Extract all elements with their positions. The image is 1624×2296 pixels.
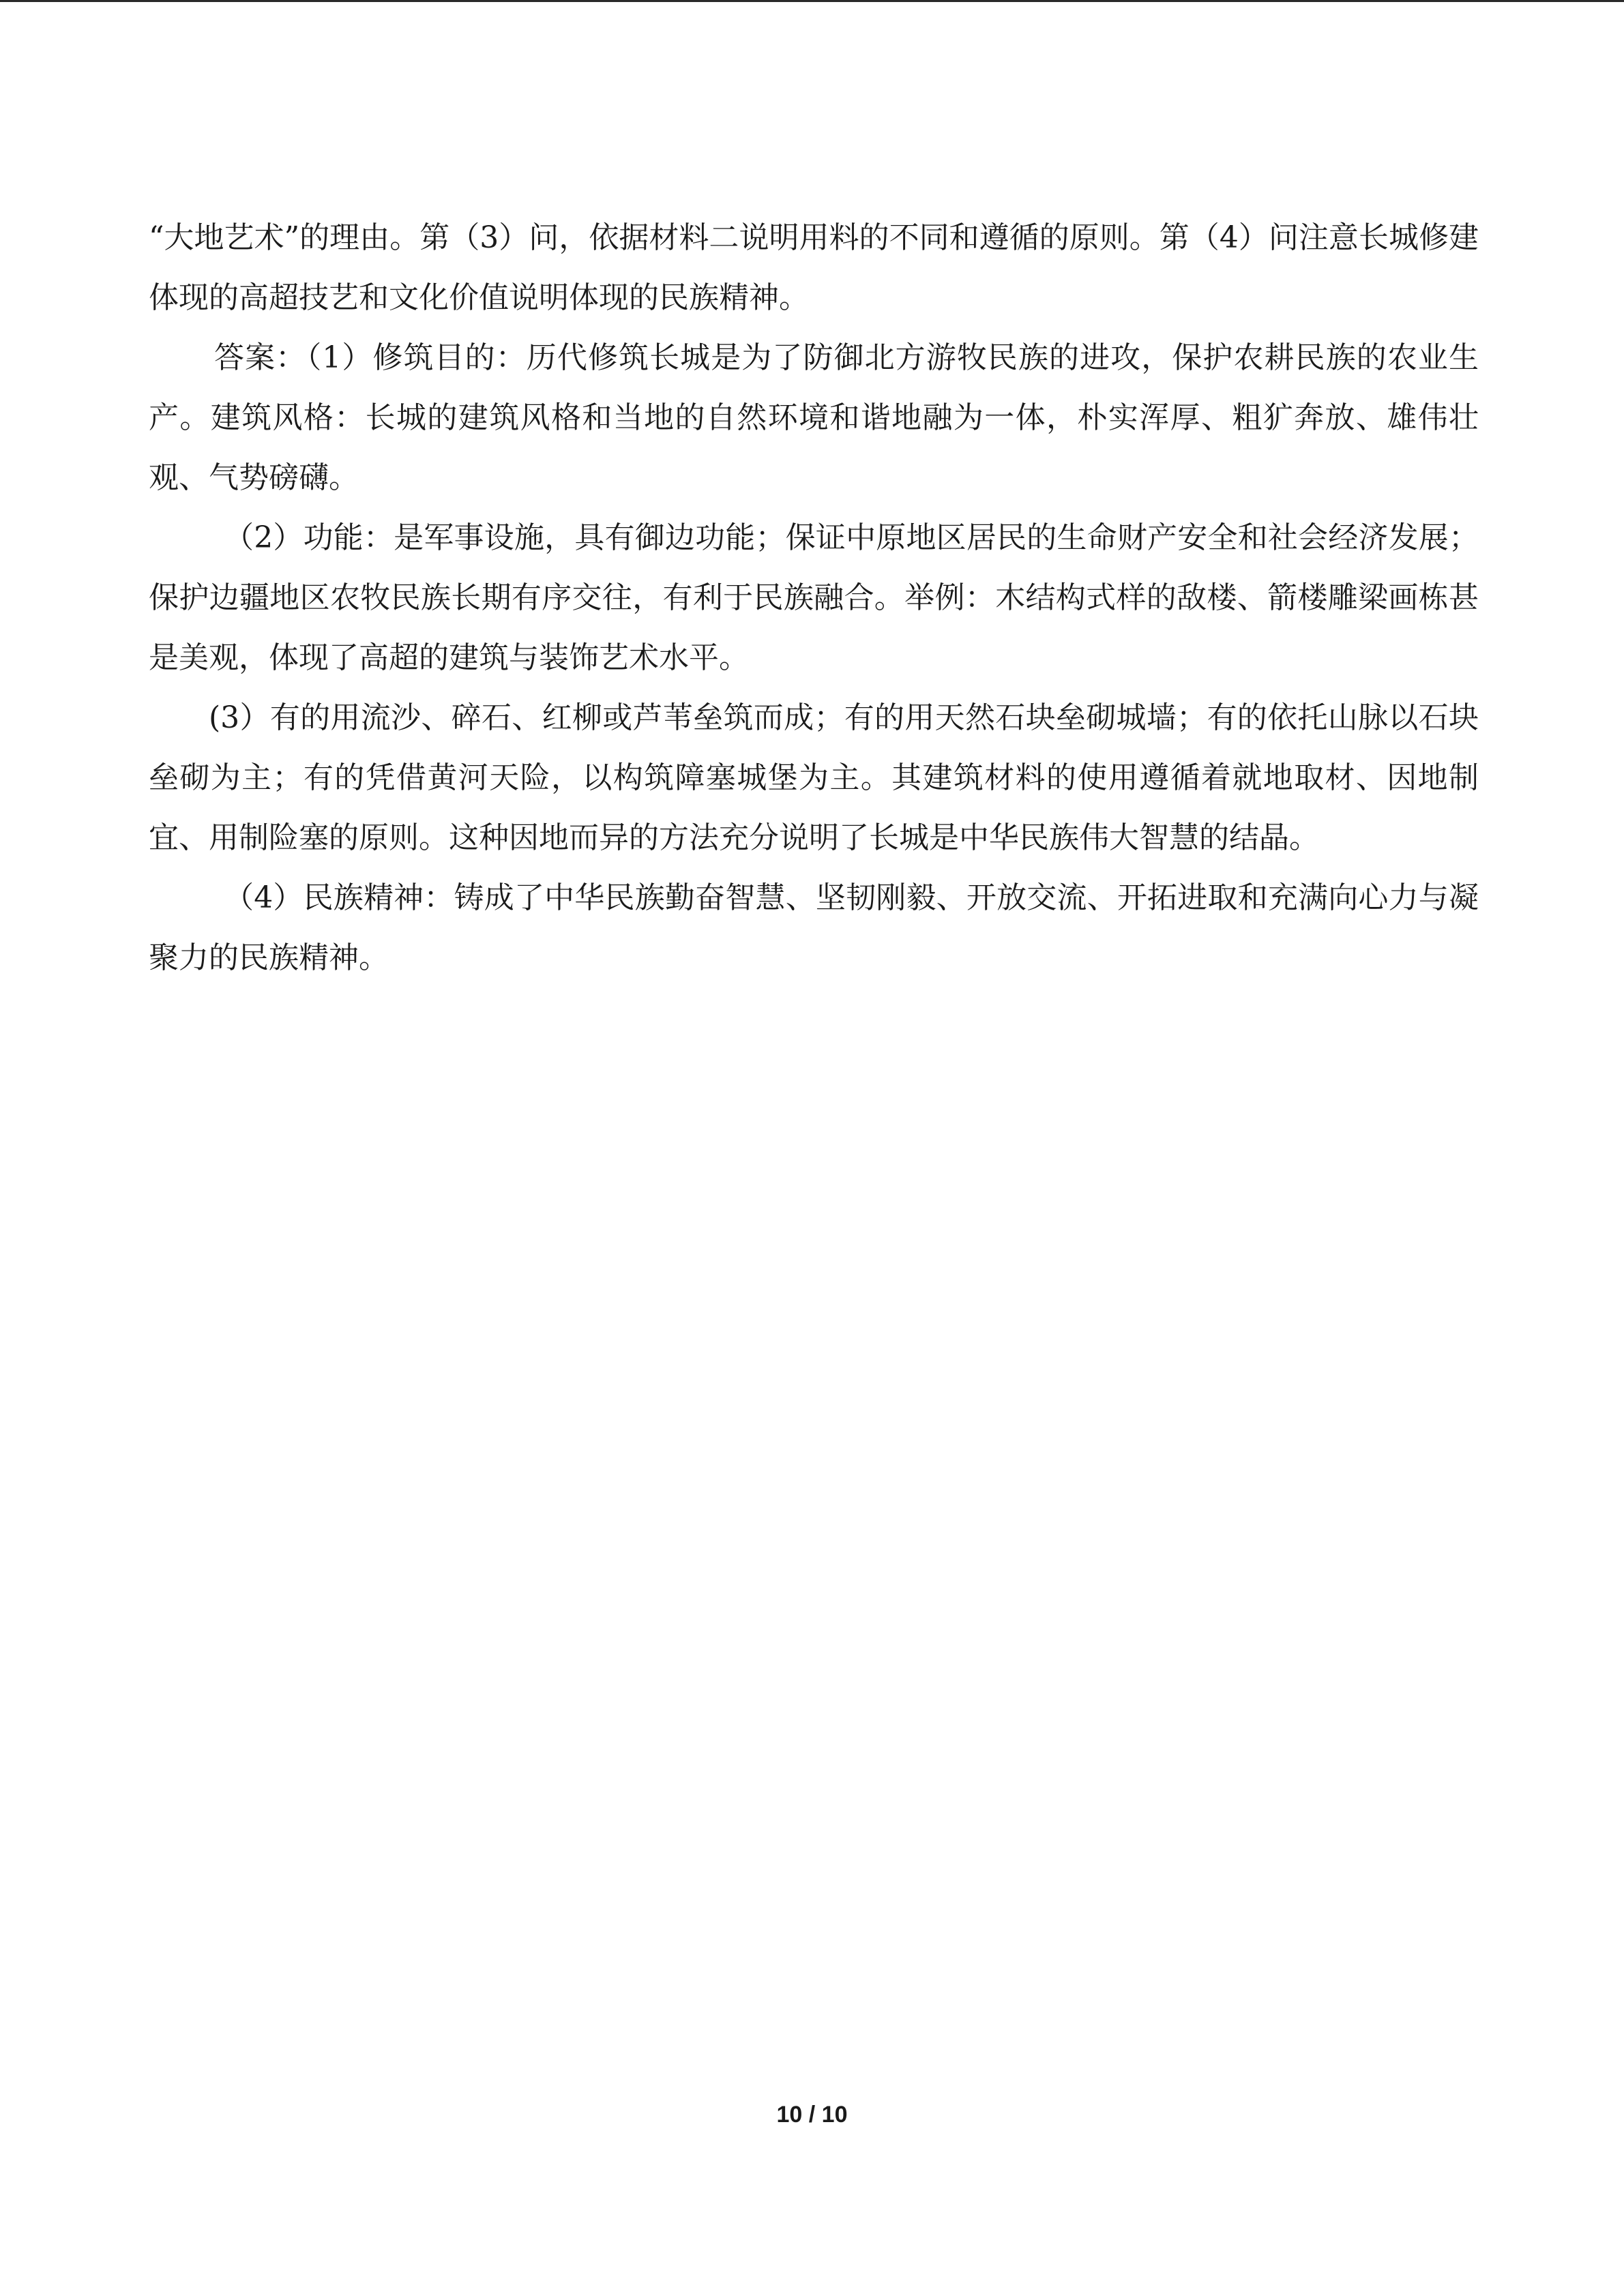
paragraph-answer-1: 答案：（1）修筑目的：历代修筑长城是为了防御北方游牧民族的进攻，保护农耕民族的农业生产。建筑风格：长城的建筑风格和当地的自然环境和谐地融为一体，朴实浑厚、粗犷奔放、雄伟壮观、气势磅礴。 [149, 340, 1479, 495]
paragraph-answer-3: (3）有的用流沙、碎石、红柳或芦苇垒筑而成；有的用天然石块垒砌城墙；有的依托山脉以石块垒砌为主；有的凭借黄河天险，以构筑障塞城堡为主。其建筑材料的使用遵循着就地取材、因地制宜、用制险塞的原则。这种因地而异的方法充分说明了长城是中华民族伟大智慧的结晶。 [149, 700, 1479, 855]
document-body [149, 208, 1479, 988]
paragraph-answer-2: （2）功能：是军事设施，具有御边功能；保证中原地区居民的生命财产安全和社会经济发展；保护边疆地区农牧民族长期有序交往，有利于民族融合。举例：木结构式样的敌楼、箭楼雕梁画栋甚是美观，体现了高超的建筑与装饰艺术水平。 [149, 520, 1479, 675]
paragraph-analysis-continuation: “大地艺术”的理由。第（3）问，依据材料二说明用料的不同和遵循的原则。第（4）问注意长城修建体现的高超技艺和文化价值说明体现的民族精神。 [149, 220, 1479, 315]
paragraph-answer-4: （4）民族精神：铸成了中华民族勤奋智慧、坚韧刚毅、开放交流、开拓进取和充满向心力与凝聚力的民族精神。 [149, 880, 1479, 975]
page-number: 10 / 10 [776, 2102, 848, 2128]
